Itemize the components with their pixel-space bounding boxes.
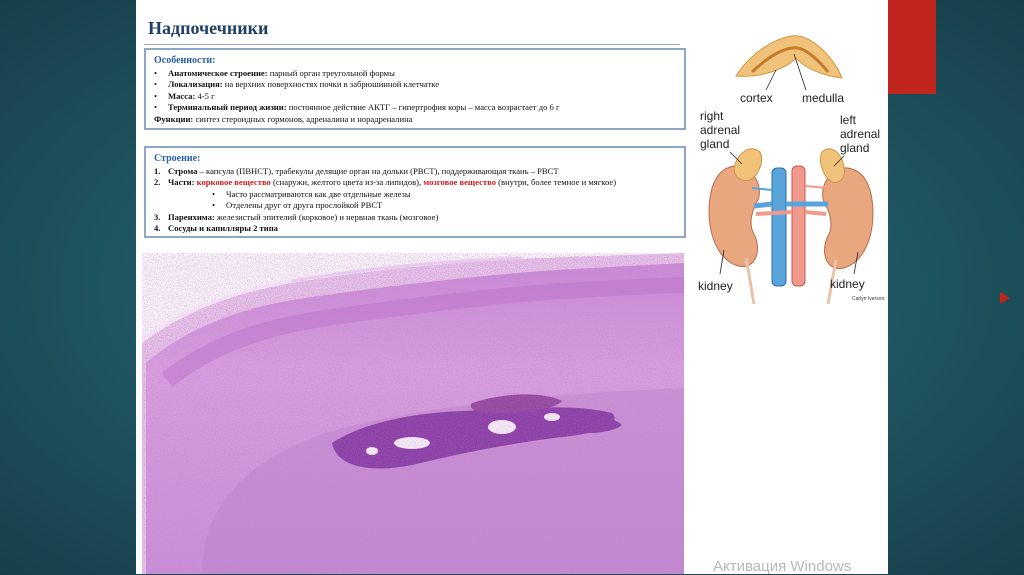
medulla-label: medulla (802, 91, 845, 105)
left-gland-label-2: adrenal (840, 127, 881, 141)
item-label: Паренхима: (168, 211, 215, 222)
bullet-icon: • (154, 90, 158, 101)
sub-item-text: Часто рассматриваются как две отдельные железы (226, 188, 411, 199)
illustrator-credit: Carlyn Iverson (852, 296, 885, 302)
histology-image (142, 253, 684, 574)
bullet-icon: • (154, 68, 158, 78)
sub-item (154, 200, 676, 211)
left-gland-label-1: left (840, 113, 857, 127)
next-slide-arrow-icon[interactable] (1000, 292, 1010, 304)
feature-label: Анатомическое строение: (168, 68, 268, 78)
item-number: 3. (154, 211, 161, 222)
anatomy-illustration (694, 28, 888, 304)
feature-label: Масса: (168, 90, 196, 101)
slide (136, 0, 888, 574)
item-number: 1. (154, 166, 161, 176)
item-text: (внутри, более темное и мягкое) (496, 177, 617, 188)
item-number: 4. (154, 223, 161, 234)
bullet-icon: • (154, 79, 158, 90)
feature-text: парный орган треугольной формы (267, 68, 395, 78)
feature-item (154, 102, 676, 113)
functions-line (154, 114, 676, 125)
structure-item (154, 166, 676, 177)
item-text: (снаружи, желтого цвета из-за липидов), (270, 177, 424, 188)
bullet-icon: • (154, 102, 158, 113)
right-gland-label-3: gland (700, 137, 730, 151)
sub-item (154, 189, 676, 200)
cortex-term: корковое вещество (196, 177, 271, 188)
right-gland-label-2: adrenal (700, 123, 741, 137)
accent-bar (888, 0, 936, 94)
left-gland-label-3: gland (840, 141, 870, 155)
bullet-icon: • (212, 200, 216, 211)
feature-item (154, 68, 676, 79)
kidney-label-left: kidney (830, 277, 865, 291)
item-label: Сосуды и капилляры 2 типа (168, 223, 278, 234)
adrenal-anatomy-diagram (694, 28, 888, 304)
feature-item (154, 91, 676, 102)
cortex-label: cortex (740, 91, 773, 105)
item-text: – капсула (ПВНСТ), трабекулы делящие орган на дольки (РВСТ), поддерживающая ткань – РВСТ (197, 166, 559, 176)
feature-label: Локализация: (168, 79, 223, 90)
structure-heading: Строение: (154, 153, 201, 164)
windows-activation-watermark: Активация Windows (713, 558, 852, 575)
structure-item (154, 177, 676, 188)
slide-title: Надпочечники (148, 18, 269, 38)
functions-text: синтез стероидных гормонов, адреналина и норадреналина (193, 113, 413, 124)
bullet-icon: • (212, 188, 216, 199)
features-box (144, 48, 686, 130)
item-text: железистый эпителий (корковое) и нервная ткань (мозговое) (214, 211, 439, 222)
item-label: Строма (168, 166, 198, 176)
title-divider (144, 44, 680, 45)
feature-item (154, 79, 676, 90)
feature-label: Терминальный период жизни: (168, 102, 287, 113)
structure-box (144, 146, 686, 238)
feature-text: постоянное действие АКТГ – гипертрофия коры – масса возрастает до 6 г (286, 102, 560, 113)
structure-item (154, 212, 676, 223)
item-label: Части: (168, 177, 195, 188)
right-gland-label-1: right (700, 109, 724, 123)
medulla-term: мозговое вещество (423, 177, 496, 188)
kidney-label-right: kidney (698, 279, 733, 293)
features-heading: Особенности: (154, 55, 216, 66)
histology-micrograph (142, 253, 684, 574)
feature-text: на верхних поверхностях почки в забрюшинной клетчатке (222, 79, 440, 90)
item-number: 2. (154, 177, 161, 188)
feature-text: 4-5 г (195, 90, 215, 101)
functions-label: Функции: (154, 113, 194, 124)
sub-item-text: Отделены друг от друга прослойкой РВСТ (226, 200, 383, 211)
structure-item (154, 223, 676, 234)
